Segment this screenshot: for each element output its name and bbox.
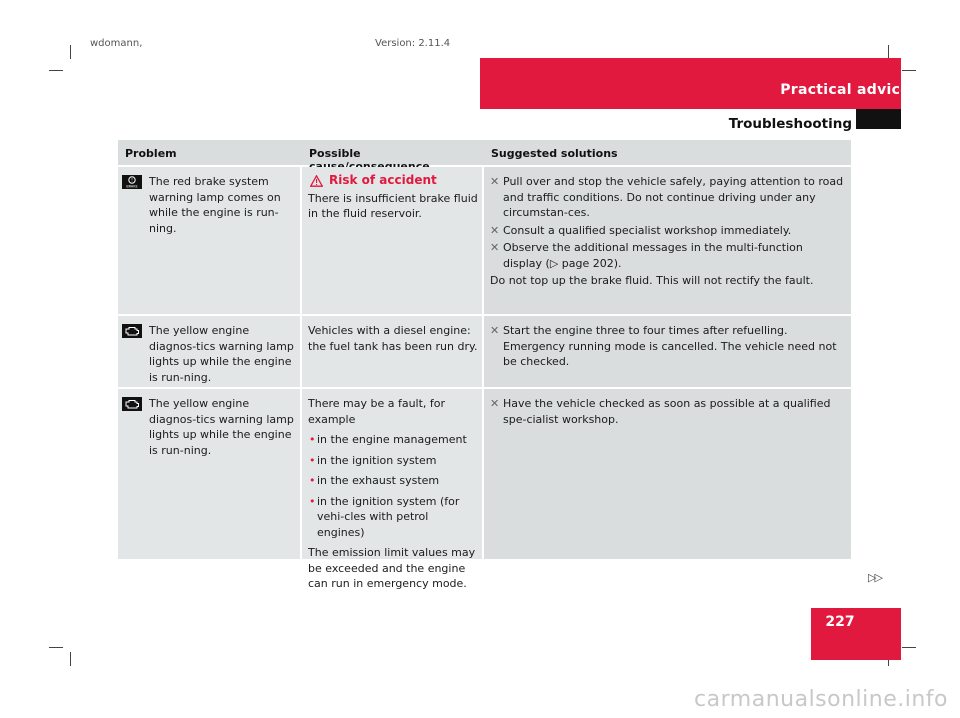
cause-text: There is insufficient brake fluid in the fluid reservoir. xyxy=(308,191,478,220)
crop-mark xyxy=(70,652,71,666)
warning-triangle-icon xyxy=(310,175,323,187)
warning-label: Risk of accident xyxy=(329,173,437,187)
table-row xyxy=(118,389,851,590)
cause-cell xyxy=(302,389,482,590)
problem-cell xyxy=(118,316,300,387)
brake-warning-lamp-icon xyxy=(122,175,142,189)
watermark: carmanualsonline.info xyxy=(694,687,948,712)
solution-step: ✕ Pull over and stop the vehicle safely, paying attention to road and traffic conditions. Do not continue driving under any circumstan-ces. xyxy=(490,175,844,219)
table-row xyxy=(118,316,851,387)
step-arrow-icon: ✕ xyxy=(490,397,500,410)
svg-text:!: ! xyxy=(131,178,133,184)
step-arrow-icon: ✕ xyxy=(490,324,500,337)
cause-item: • in the exhaust system xyxy=(309,474,440,487)
crop-mark xyxy=(49,647,63,648)
table-row xyxy=(118,167,851,314)
risk-warning xyxy=(308,173,478,189)
step-arrow-icon: ✕ xyxy=(490,241,500,254)
crop-mark xyxy=(902,647,916,648)
column-header-solutions: Suggested solutions xyxy=(491,147,618,160)
solutions-cell xyxy=(484,167,851,314)
cause-item: • in the ignition system (for vehi-cles with petrol engines) xyxy=(309,494,460,539)
cause-item: • in the ignition system xyxy=(309,453,437,467)
bullet-icon: • xyxy=(309,494,316,508)
solution-step: ✕ Start the engine three to four times after refuelling. Emergency running mode is cancelled. The vehicle need not be checked. xyxy=(490,324,837,368)
solution-step: ✕ Consult a qualified specialist workshop immediately. xyxy=(490,223,792,237)
problem-cell xyxy=(118,167,300,314)
engine-diagnostics-lamp-icon xyxy=(122,324,142,338)
engine-diagnostics-lamp-icon xyxy=(122,397,142,411)
column-header-problem: Problem xyxy=(125,147,177,160)
crop-mark xyxy=(49,70,63,71)
continue-arrows-icon: ▷▷ xyxy=(868,571,881,584)
crop-mark xyxy=(70,45,71,59)
crop-mark xyxy=(888,45,889,59)
imprint-right: Version: 2.11.4 xyxy=(375,38,451,49)
cause-cell xyxy=(302,167,482,314)
solutions-cell xyxy=(484,316,851,387)
imprint-left: wdomann, xyxy=(90,38,143,49)
bullet-icon: • xyxy=(309,474,316,487)
cause-item: • in the engine management xyxy=(309,433,467,446)
section-title: Practical advice xyxy=(780,82,910,98)
bullet-icon: • xyxy=(309,433,316,446)
problem-text: The red brake system warning lamp comes on while the engine is run-ning. xyxy=(149,175,281,235)
solution-step: ✕ Observe the additional messages in the multi-function display (▷ page 202). xyxy=(490,241,803,270)
section-marker xyxy=(856,109,901,129)
solution-note: Do not top up the brake fluid. This will not rectify the fault. xyxy=(490,274,814,287)
cause-outro: The emission limit values may be exceeded and the engine can run in emergency mode. xyxy=(308,546,476,590)
bullet-icon: • xyxy=(309,453,316,467)
cause-text: Vehicles with a diesel engine: the fuel tank has been run dry. xyxy=(308,324,478,353)
solution-step: ✕ Have the vehicle checked as soon as possible at a qualified spe-cialist workshop. xyxy=(490,397,831,426)
step-arrow-icon: ✕ xyxy=(490,223,500,237)
page-number: 227 xyxy=(825,614,855,630)
table-header xyxy=(118,140,851,165)
crop-mark xyxy=(902,70,916,71)
brake-lamp-label: BRAKE xyxy=(126,184,138,189)
problem-cell xyxy=(118,389,300,559)
subsection-title: Troubleshooting xyxy=(728,116,852,132)
cause-intro: There may be a fault, for example xyxy=(308,397,446,426)
troubleshooting-table xyxy=(118,140,851,590)
solutions-cell xyxy=(484,389,851,559)
step-arrow-icon: ✕ xyxy=(490,175,500,188)
cause-cell xyxy=(302,316,482,387)
column-header-cause: Possible xyxy=(309,147,361,160)
problem-text: The yellow engine diagnos-tics warning lamp lights up while the engine is run-ning. xyxy=(149,397,294,457)
problem-text: The yellow engine diagnos-tics warning lamp lights up while the engine is run-ning. xyxy=(149,324,294,384)
